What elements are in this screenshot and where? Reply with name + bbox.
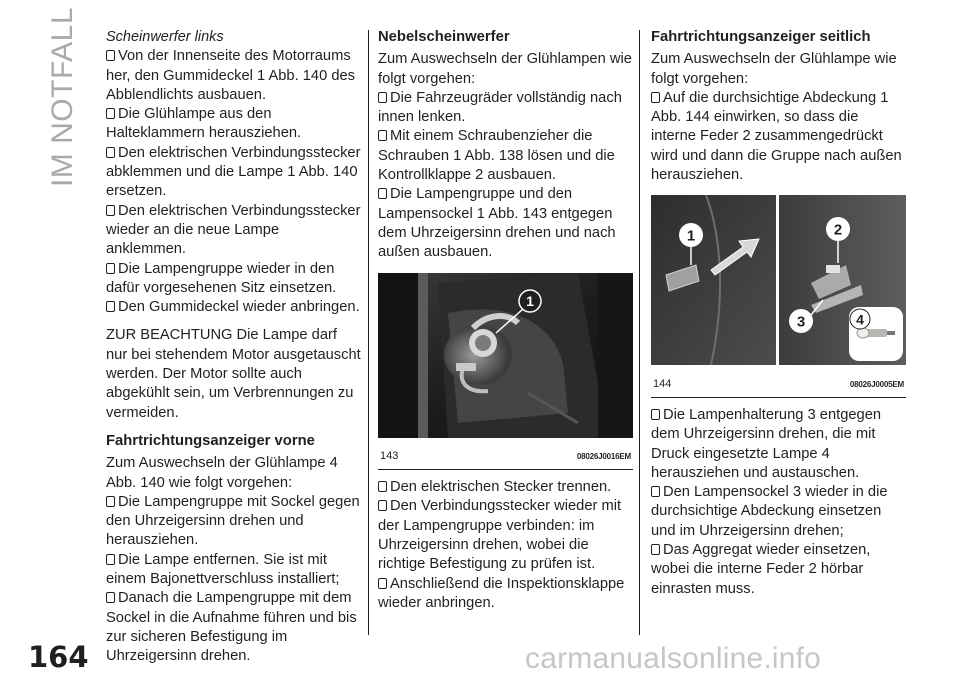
section-heading: Nebelscheinwerfer xyxy=(378,29,510,45)
column-middle xyxy=(378,28,633,613)
figure-144 xyxy=(651,195,906,398)
column-right xyxy=(651,28,906,599)
section-intro: Zum Auswechseln der Glühlampe 4 Abb. 140 wie folgt vorgehen: xyxy=(106,455,338,491)
step-item: Die Lampengruppe und den Lampensockel 1 Abb. 143 entgegen dem Uhrzeigersinn drehen und nach außen ausbauen. xyxy=(378,185,633,262)
step-item: Von der Innenseite des Motorraums her, den Gummideckel 1 Abb. 140 des Abblendlichts ausbauen. xyxy=(106,47,362,105)
fog-light-photo xyxy=(378,273,633,438)
figure-143 xyxy=(378,273,633,471)
callout-label-1: 1 xyxy=(686,227,696,245)
section-intro: Zum Auswechseln der Glühlampe wie folgt vorgehen: xyxy=(651,51,897,87)
step-item: Den elektrischen Verbindungsstecker abklemmen und die Lampe 1 Abb. 140 ersetzen. xyxy=(106,144,362,202)
callout-label-4: 4 xyxy=(856,311,864,328)
step-item: Den Gummideckel wieder anbringen. xyxy=(106,298,362,317)
figure-caption xyxy=(378,444,633,469)
column-divider xyxy=(639,30,640,635)
section-title-text: IM NOTFALL xyxy=(46,6,80,188)
side-indicator-photo xyxy=(651,195,906,365)
step-item: Anschließend die Inspektionsklappe wieder anbringen. xyxy=(378,575,633,614)
step-item: Die Fahrzeugräder vollständig nach innen lenken. xyxy=(378,89,633,128)
figure-number: 143 xyxy=(380,449,399,462)
column-left xyxy=(106,28,362,667)
page-number: 164 xyxy=(28,640,89,674)
callout-label-1: 1 xyxy=(526,292,534,309)
step-item: Die Lampengruppe wieder in den dafür vorgesehenen Sitz einsetzen. xyxy=(106,260,362,299)
figure-code: 08026J0005EM xyxy=(849,379,904,389)
section-heading: Fahrtrichtungsanzeiger vorne xyxy=(106,432,315,449)
callout-label-3: 3 xyxy=(796,313,806,331)
watermark-text: carmanualsonline.info xyxy=(525,642,822,675)
column-divider xyxy=(368,30,369,635)
side-section-title xyxy=(28,6,98,188)
step-item: Mit einem Schraubenzieher die Schrauben 1 Abb. 138 lösen und die Kontrollklappe 2 ausbauen. xyxy=(378,127,633,185)
section-intro: Zum Auswechseln der Glühlampen wie folgt vorgehen: xyxy=(378,51,632,87)
step-item: Das Aggregat wieder einsetzen, wobei die interne Feder 2 hörbar einrasten muss. xyxy=(651,541,906,599)
step-item: Die Lampengruppe mit Sockel gegen den Uhrzeigersinn drehen und herausziehen. xyxy=(106,493,362,551)
step-item: Danach die Lampengruppe mit dem Sockel in die Aufnahme führen und bis zur sicheren Befestigung im Uhrzeigersinn drehen. xyxy=(106,589,362,666)
figure-number: 144 xyxy=(653,377,672,390)
step-item: Die Lampenhalterung 3 entgegen dem Uhrzeigersinn drehen, die mit Druck eingesetzte Lampe 4 herausziehen und austauschen. xyxy=(651,406,906,483)
step-item: Die Glühlampe aus den Halteklammern herausziehen. xyxy=(106,105,362,144)
step-item: Den elektrischen Stecker trennen. xyxy=(378,478,633,497)
figure-code: 08026J0016EM xyxy=(576,451,631,461)
section-heading: Fahrtrichtungsanzeiger seitlich xyxy=(651,29,871,45)
step-item: Auf die durchsichtige Abdeckung 1 Abb. 144 einwirken, so dass die interne Feder 2 zusammengedrückt wird und dann die Gruppe nach außen herausziehen. xyxy=(651,89,906,185)
warning-note: ZUR BEACHTUNG Die Lampe darf nur bei stehendem Motor ausgetauscht werden. Der Motor sollte auch abgekühlt sein, um Verbrennungen zu vermeiden. xyxy=(106,327,361,421)
subsection-label: Scheinwerfer links xyxy=(106,29,224,45)
step-item: Den elektrischen Verbindungsstecker wieder an die neue Lampe anklemmen. xyxy=(106,202,362,260)
step-item: Den Verbindungsstecker wieder mit der Lampengruppe verbinden: im Uhrzeigersinn drehen, wobei die richtige Befestigung zu prüfen ist. xyxy=(378,497,633,574)
step-item: Die Lampe entfernen. Sie ist mit einem Bajonettverschluss installiert; xyxy=(106,551,362,590)
step-item: Den Lampensockel 3 wieder in die durchsichtige Abdeckung einsetzen und im Uhrzeigersinn drehen; xyxy=(651,483,906,541)
figure-caption xyxy=(651,372,906,397)
callout-label-2: 2 xyxy=(833,221,843,239)
